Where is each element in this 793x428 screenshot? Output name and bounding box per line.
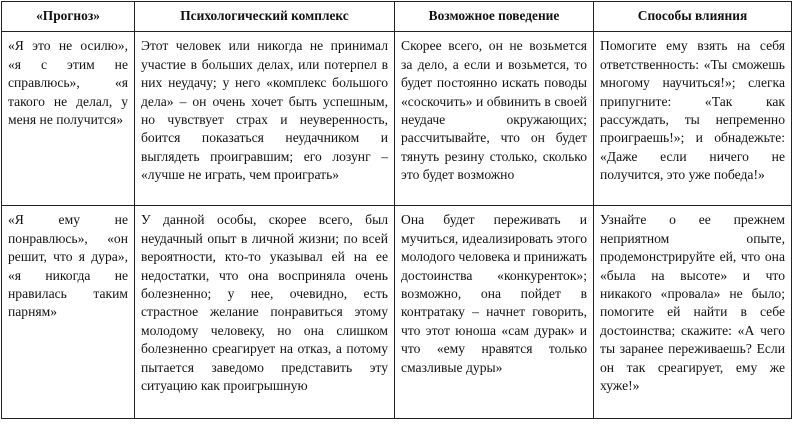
column-header-behavior: Возможное поведение: [395, 2, 594, 32]
column-header-complex: Психологический комплекс: [135, 2, 395, 32]
table-cell-behavior: Она будет переживать и мучиться, идеализировать этого молодого человека и принижать достоинства «конкуренток»; возможно, она пойдет в контратаку – начнет говорить, что этот юноша «сам дурак» и что «ему нравятся только смазливые дуры»: [395, 206, 594, 419]
table-row: [2, 32, 792, 206]
table-row: [2, 206, 792, 419]
table-cell-complex: У данной особы, скорее всего, был неудачный опыт в личной жизни; по всей вероятности, кто-то указывал ей на ее недостатки, что она восприняла очень болезненно; у нее, очевидно, есть страстное желание понравиться этому молодому человеку, но она слишком болезненно среагирует на отказ, а потому пытается заведомо представить эту ситуацию как проигрышную: [135, 206, 395, 419]
table-cell-influence: Узнайте о ее прежнем неприятном опыте, продемонстрируйте ей, что она «была на высоте» и что никакого «провала» не было; помогите ей найти в себе достоинства; скажите: «А чего ты заранее переживаешь? Если он так среагирует, ему же хуже!»: [594, 206, 792, 419]
table-header-row: [2, 2, 792, 32]
table-cell-influence: Помогите ему взять на себя ответственность: «Ты сможешь многому научиться!»; слегка припугните: «Так как рассуждать, ты непременно проиграешь!»; и обнадежьте: «Даже если ничего не получится, это уже победа!»: [594, 32, 792, 206]
table-cell-prognosis: «Я ему не понравлюсь», «он решит, что я дура», «я никогда не нравилась таким парням»: [2, 206, 135, 419]
table-cell-behavior: Скорее всего, он не возьмется за дело, а если и возьмется, то будет постоянно искать поводы «соскочить» и обвинить в своей неудаче окружающих; рассчитывайте, что он будет тянуть резину столько, сколько это будет возможно: [395, 32, 594, 206]
column-header-influence: Способы влияния: [594, 2, 792, 32]
table-cell-prognosis: «Я это не осилю», «я с этим не справлюсь», «я такого не делал, у меня не получится»: [2, 32, 135, 206]
column-header-prognosis: «Прогноз»: [2, 2, 135, 32]
table-cell-complex: Этот человек или никогда не принимал участие в больших делах, или потерпел в них неудачу; у него «комплекс большого дела» – он очень хочет быть успешным, но чувствует страх и неуверенность, боится показаться неудачником и выглядеть проигравшим; его лозунг – «лучше не играть, чем проиграть»: [135, 32, 395, 206]
comparison-table: [1, 1, 792, 419]
